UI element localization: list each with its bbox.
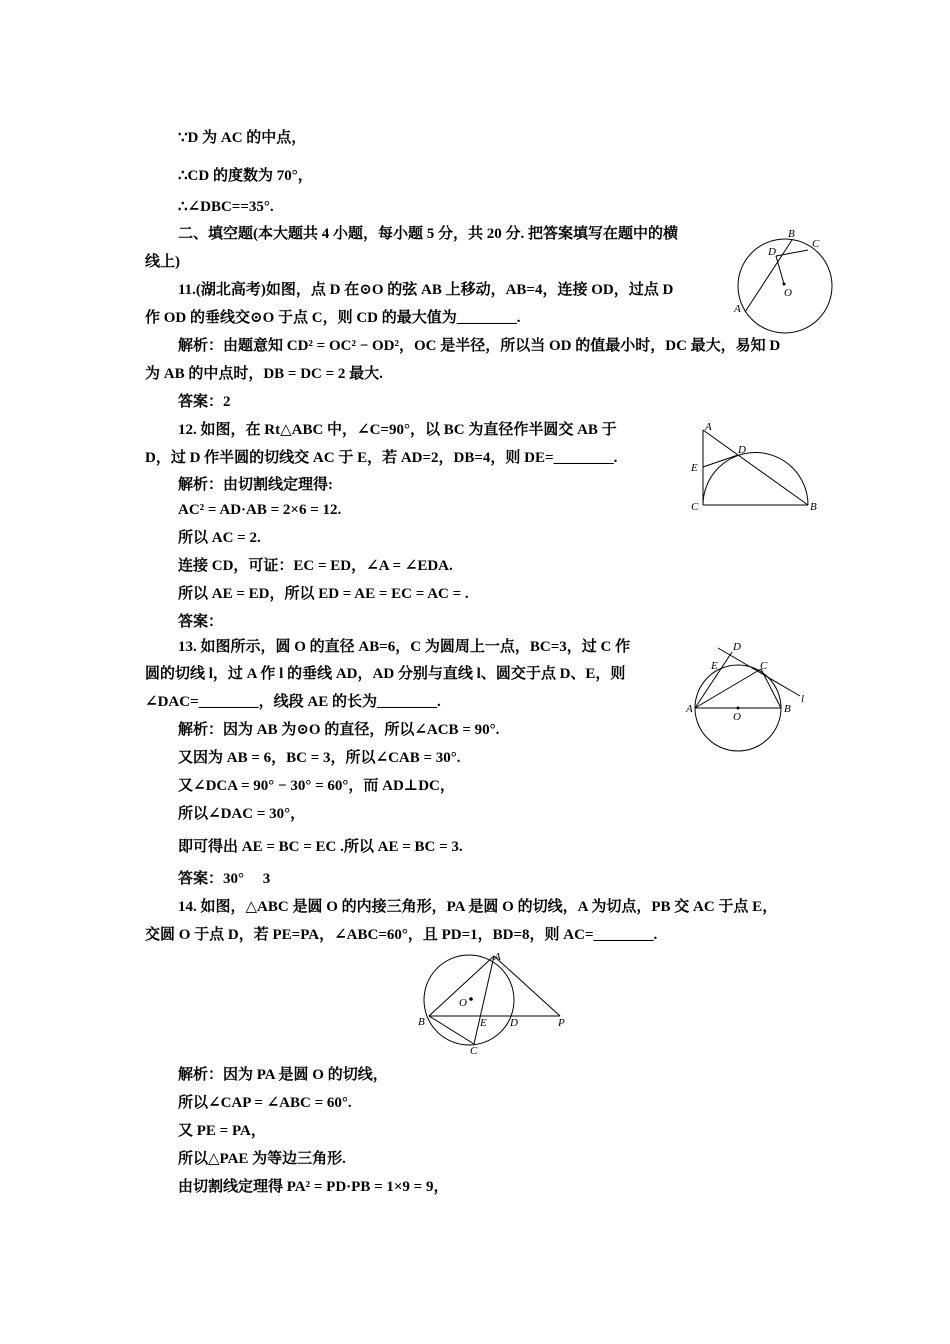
text-line: ∠DAC=________，线段 AE 的长为________. xyxy=(145,694,441,710)
figure-12 xyxy=(688,418,820,516)
question-14: 14. 如图，△ABC 是圆 O 的内接三角形，PA 是圆 O 的切线，A 为切点，PB 交 AC 于点 E， xyxy=(178,899,778,915)
text-line: 所以∠CAP = ∠ABC = 60°. xyxy=(178,1095,352,1111)
label-E: E xyxy=(711,660,718,672)
analysis-14: 解析：因为 PA 是圆 O 的切线， xyxy=(178,1067,388,1083)
text-line: 交圆 O 于点 D，若 PE=PA，∠ABC=60°，且 PD=1，BD=8，则 AC=________. xyxy=(145,927,658,943)
label-O: O xyxy=(784,287,792,299)
text-line: 又 PE = PA， xyxy=(178,1123,266,1139)
analysis-12: 解析：由切割线定理得: xyxy=(178,477,333,493)
label-A: A xyxy=(734,303,741,315)
label-B: B xyxy=(788,228,795,240)
label-P: P xyxy=(558,1017,565,1029)
text-line: 为 AB 的中点时，DB = DC = 2 最大. xyxy=(145,366,383,382)
text-line: 又∠DCA = 90° − 30° = 60°，而 AD⊥DC， xyxy=(178,778,455,794)
text-line: 又因为 AB = 6，BC = 3，所以∠CAB = 30°. xyxy=(178,750,461,766)
text-line: ∴∠DBC==35°. xyxy=(178,199,274,215)
text-line: D，过 D 作半圆的切线交 AC 于 E，若 AD=2，DB=4，则 DE=________. xyxy=(145,450,618,466)
label-B: B xyxy=(418,1016,425,1028)
label-D: D xyxy=(768,246,776,258)
label-C: C xyxy=(760,660,768,672)
answer-11: 答案：2 xyxy=(178,394,231,410)
section-heading: 二、填空题(本大题共 4 小题，每小题 5 分，共 20 分. 把答案填写在题中的横 xyxy=(178,226,678,242)
text-line: 所以△PAE 为等边三角形. xyxy=(178,1151,346,1167)
answer-13: 答案：30° 3 xyxy=(178,871,271,887)
label-A: A xyxy=(686,703,693,715)
analysis-11: 解析：由题意知 CD² = OC² − OD²，OC 是半径，所以当 OD 的值最小时，DC 最大，易知 D xyxy=(178,338,781,354)
label-O: O xyxy=(459,997,467,1009)
text-line: 所以 AE = ED，所以 ED = AE = EC = AC = . xyxy=(178,586,469,602)
question-12: 12. 如图，在 Rt△ABC 中，∠C=90°，以 BC 为直径作半圆交 AB 于 xyxy=(178,422,617,438)
question-13: 13. 如图所示，圆 O 的直径 AB=6，C 为圆周上一点，BC=3，过 C 作 xyxy=(178,639,631,655)
label-A: A xyxy=(494,951,501,963)
figure-14 xyxy=(412,948,572,1058)
label-B: B xyxy=(784,703,791,715)
label-C: C xyxy=(470,1045,478,1057)
text-line: ∵D 为 AC 的中点， xyxy=(178,130,307,146)
text-line: 作 OD 的垂线交⊙O 于点 C，则 CD 的最大值为________. xyxy=(145,310,521,326)
text-line: ∴CD 的度数为 70°， xyxy=(178,168,313,184)
label-D: D xyxy=(738,444,746,456)
label-A: A xyxy=(705,421,712,433)
analysis-13: 解析：因为 AB 为⊙O 的直径，所以∠ACB = 90°. xyxy=(178,722,500,738)
text-line: 线上) xyxy=(145,254,180,270)
text-line: 即可得出 AE = BC = EC .所以 AE = BC = 3. xyxy=(178,839,463,855)
answer-12: 答案： xyxy=(178,614,224,630)
text-line: 所以∠DAC = 30°， xyxy=(178,806,306,822)
label-E: E xyxy=(480,1017,487,1029)
text-line: 圆的切线 l，过 A 作 l 的垂线 AD，AD 分别与直线 l、圆交于点 D、E，则 xyxy=(145,666,626,682)
label-B: B xyxy=(810,501,817,513)
label-C: C xyxy=(812,238,820,250)
figure-13 xyxy=(682,636,812,756)
label-C: C xyxy=(691,501,699,513)
text-line: 连接 CD，可证：EC = ED，∠A = ∠EDA. xyxy=(178,558,453,574)
label-O: O xyxy=(733,711,741,723)
text-line: AC² = AD·AB = 2×6 = 12. xyxy=(178,502,342,518)
figure-11 xyxy=(728,228,838,338)
label-D: D xyxy=(510,1017,518,1029)
text-line: 所以 AC = 2. xyxy=(178,530,261,546)
label-D: D xyxy=(733,641,741,653)
text-line: 由切割线定理得 PA² = PD·PB = 1×9 = 9， xyxy=(178,1179,449,1195)
question-11: 11.(湖北高考)如图，点 D 在⊙O 的弦 AB 上移动，AB=4，连接 OD，过点 D xyxy=(178,282,674,298)
label-l: l xyxy=(801,693,805,705)
label-E: E xyxy=(691,462,698,474)
